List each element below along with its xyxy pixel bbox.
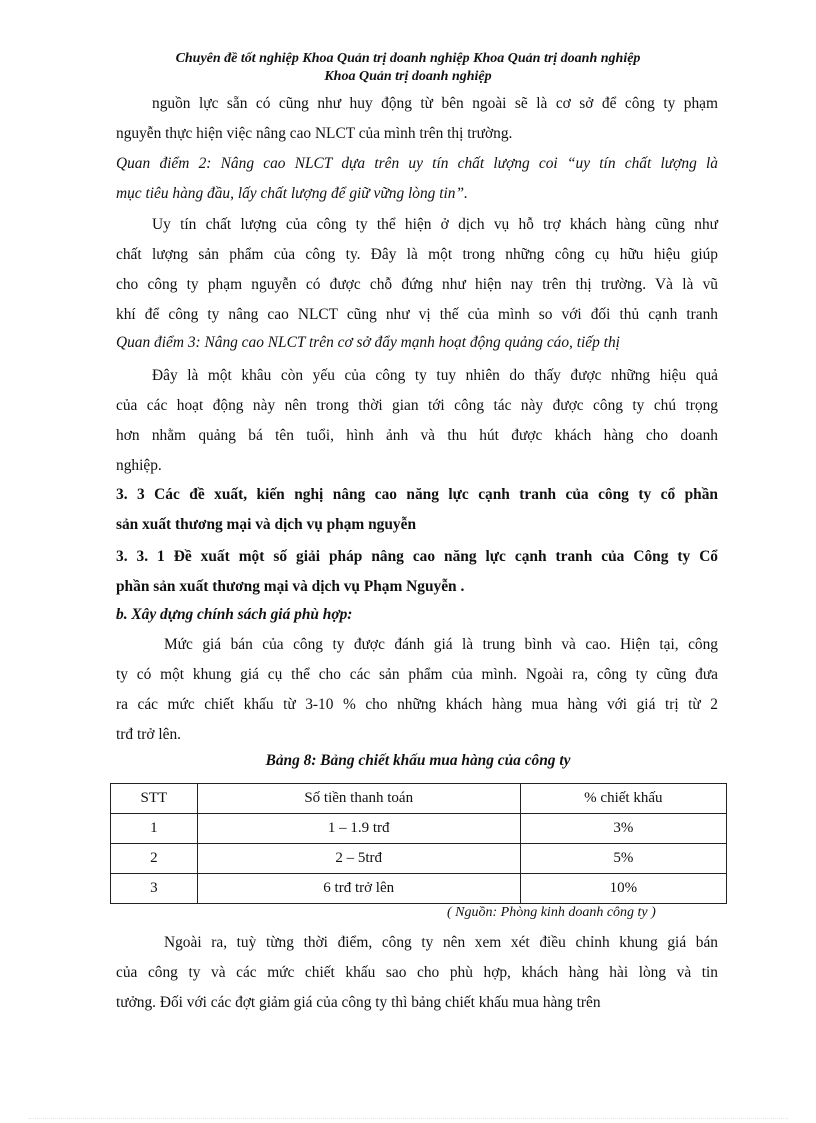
table-row — [111, 874, 727, 904]
table-cell: 3 — [111, 874, 198, 904]
paragraph-line: hơn nhằm quảng bá tên tuổi, hình ảnh và thu hút được khách hàng cho doanh — [116, 427, 718, 444]
page-bottom-divider — [28, 1118, 788, 1119]
table-cell: 10% — [520, 874, 726, 904]
viewpoint-2-line: Quan điểm 2: Nâng cao NLCT dựa trên uy tín chất lượng coi “uy tín chất lượng là — [116, 155, 718, 172]
table-header-cell: STT — [111, 784, 198, 814]
table-source-note: ( Nguồn: Phòng kinh doanh công ty ) — [447, 905, 656, 920]
table-cell: 2 — [111, 844, 198, 874]
table-caption: Bảng 8: Bảng chiết khấu mua hàng của công ty — [265, 752, 571, 769]
paragraph-line: nguyễn thực hiện việc nâng cao NLCT của mình trên thị trường. — [116, 125, 513, 142]
paragraph-line: nghiệp. — [116, 457, 162, 474]
document-header-line-2: Khoa Quản trị doanh nghiệp — [324, 69, 492, 84]
section-heading-3-3: 3. 3 Các đề xuất, kiến nghị nâng cao năng lực cạnh tranh của công ty cổ phần — [116, 486, 718, 503]
paragraph-line: trđ trở lên. — [116, 726, 181, 743]
paragraph-line: Mức giá bán của công ty được đánh giá là trung bình và cao. Hiện tại, công — [164, 636, 718, 653]
paragraph-line: Ngoài ra, tuỳ từng thời điểm, công ty nên xem xét điều chỉnh khung giá bán — [164, 934, 718, 951]
paragraph-line: tưởng. Đối với các đợt giảm giá của công ty thì bảng chiết khấu mua hàng trên — [116, 994, 601, 1011]
subsection-heading-b: b. Xây dựng chính sách giá phù hợp: — [116, 606, 353, 623]
table-header-row — [111, 784, 727, 814]
viewpoint-2-line: mục tiêu hàng đầu, lấy chất lượng để giữ vững lòng tin”. — [116, 185, 468, 202]
section-heading-3-3-1: phần sản xuất thương mại và dịch vụ Phạm Nguyễn . — [116, 578, 465, 595]
table-row — [111, 814, 727, 844]
table-cell: 2 – 5trđ — [197, 844, 520, 874]
discount-table — [110, 783, 727, 904]
table-cell: 1 — [111, 814, 198, 844]
paragraph-line: chất lượng sản phẩm của công ty. Đây là một trong những công cụ hữu hiệu giúp — [116, 246, 718, 263]
viewpoint-3-line: Quan điểm 3: Nâng cao NLCT trên cơ sở đẩy mạnh hoạt động quảng cáo, tiếp thị — [116, 334, 620, 351]
table-cell: 1 – 1.9 trđ — [197, 814, 520, 844]
table-header-cell: Số tiền thanh toán — [197, 784, 520, 814]
table-cell: 3% — [520, 814, 726, 844]
paragraph-line: cho công ty phạm nguyễn có được chỗ đứng như hiện nay trên thị trường. Và là vũ — [116, 276, 718, 293]
paragraph-line: nguồn lực sẵn có cũng như huy động từ bên ngoài sẽ là cơ sở để công ty phạm — [152, 95, 718, 112]
table-cell: 6 trđ trở lên — [197, 874, 520, 904]
paragraph-line: của công ty và các mức chiết khấu sao cho phù hợp, khách hàng hài lòng và tin — [116, 964, 718, 981]
document-header-line-1: Chuyên đề tốt nghiệp Khoa Quản trị doanh nghiệp Khoa Quản trị doanh nghiệp — [175, 51, 641, 66]
paragraph-line: ty có một khung giá cụ thể cho các sản phẩm của mình. Ngoài ra, công ty cũng đưa — [116, 666, 718, 683]
paragraph-line: Uy tín chất lượng của công ty thể hiện ở dịch vụ hỗ trợ khách hàng cũng như — [152, 216, 718, 233]
table-header-cell: % chiết khấu — [520, 784, 726, 814]
paragraph-line: khí để công ty nâng cao NLCT cũng như vị thế của mình so với đối thủ cạnh tranh — [116, 306, 718, 323]
section-heading-3-3: sản xuất thương mại và dịch vụ phạm nguyễn — [116, 516, 416, 533]
table-cell: 5% — [520, 844, 726, 874]
paragraph-line: ra các mức chiết khấu từ 3-10 % cho những khách hàng mua hàng với giá trị từ 2 — [116, 696, 718, 713]
paragraph-line: Đây là một khâu còn yếu của công ty tuy nhiên do thấy được những hiệu quả — [152, 367, 718, 384]
table-row — [111, 844, 727, 874]
section-heading-3-3-1: 3. 3. 1 Đề xuất một số giải pháp nâng cao năng lực cạnh tranh của Công ty Cổ — [116, 548, 718, 565]
paragraph-line: của các hoạt động này nên trong thời gian tới công tác này được công ty chú trọng — [116, 397, 718, 414]
